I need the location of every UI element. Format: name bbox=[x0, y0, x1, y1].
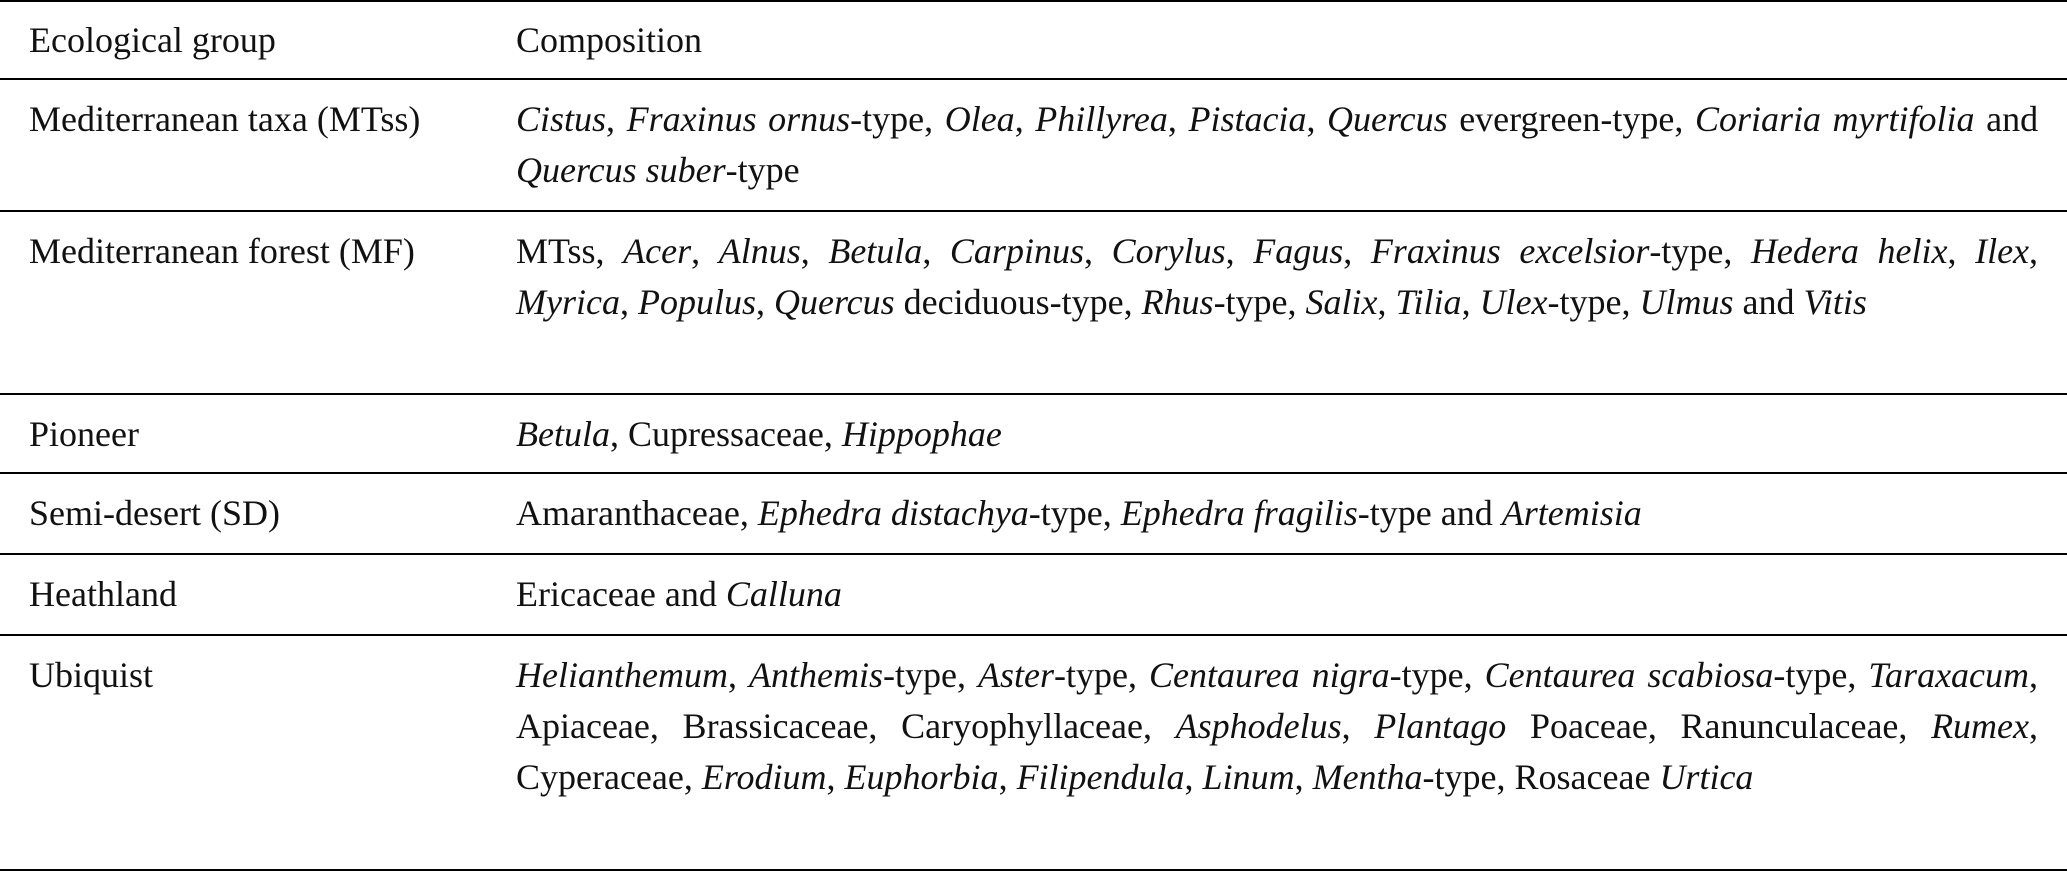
composition-text: , Apiaceae, Brassicaceae, Caryophyllaceae, bbox=[516, 655, 2039, 746]
composition-text: , bbox=[1294, 757, 1313, 797]
taxon-name: Ephedra fragilis bbox=[1120, 493, 1358, 533]
taxon-name: Filipendula bbox=[1016, 757, 1185, 797]
row-composition bbox=[516, 94, 2046, 210]
row-group-name: Mediterranean forest (MF) bbox=[29, 231, 415, 271]
composition-text: -type, bbox=[882, 655, 978, 695]
taxon-name: Hedera helix bbox=[1750, 231, 1948, 271]
composition-text: -type, bbox=[1028, 493, 1121, 533]
composition-text: -type, bbox=[1213, 282, 1306, 322]
composition-text: , bbox=[755, 282, 774, 322]
taxon-name: Plantago bbox=[1374, 706, 1507, 746]
taxon-name: Ilex bbox=[1975, 231, 2030, 271]
taxon-name: Vitis bbox=[1803, 282, 1867, 322]
taxon-name: Euphorbia bbox=[844, 757, 999, 797]
composition-text: -type, bbox=[1389, 655, 1485, 695]
composition-text: , bbox=[1341, 706, 1375, 746]
composition-text: -type, bbox=[1773, 655, 1869, 695]
taxon-name: Alnus bbox=[718, 231, 801, 271]
taxon-name: Pistacia bbox=[1188, 99, 1307, 139]
taxon-name: Carpinus bbox=[949, 231, 1084, 271]
composition-text: MTss, bbox=[516, 231, 624, 271]
taxon-name: Helianthemum bbox=[516, 655, 728, 695]
table-row bbox=[0, 636, 2067, 869]
row-composition bbox=[516, 409, 2046, 472]
composition-text: , bbox=[1184, 757, 1203, 797]
composition-text: , bbox=[691, 231, 719, 271]
taxon-name: Hippophae bbox=[841, 414, 1002, 454]
composition-text: , bbox=[922, 231, 950, 271]
taxon-name: Quercus bbox=[773, 282, 895, 322]
row-composition bbox=[516, 488, 2046, 553]
composition-text: , bbox=[826, 757, 845, 797]
taxon-name: Fraxinus ornus bbox=[626, 99, 851, 139]
composition-text: , bbox=[1014, 99, 1036, 139]
composition-text: -type, bbox=[1053, 655, 1149, 695]
taxon-name: Linum bbox=[1202, 757, 1295, 797]
table-row bbox=[0, 212, 2067, 395]
taxon-name: Centaurea scabiosa bbox=[1484, 655, 1774, 695]
taxon-name: Quercus bbox=[1327, 99, 1448, 139]
composition-text: -type bbox=[725, 150, 800, 190]
table-row bbox=[0, 395, 2067, 474]
composition-text: deciduous-type, bbox=[894, 282, 1142, 322]
composition-text: , bbox=[1947, 231, 1976, 271]
taxon-name: Fraxinus excelsior bbox=[1370, 231, 1650, 271]
composition-text: , bbox=[619, 282, 638, 322]
taxon-name: Rhus bbox=[1141, 282, 1214, 322]
composition-text: , bbox=[2029, 231, 2039, 271]
taxon-name: Rumex bbox=[1931, 706, 2030, 746]
taxon-name: Taraxacum bbox=[1868, 655, 2030, 695]
taxon-name: Mentha bbox=[1312, 757, 1423, 797]
table-row bbox=[0, 474, 2067, 555]
row-composition bbox=[516, 650, 2046, 869]
composition-text: evergreen-type, bbox=[1447, 99, 1695, 139]
composition-text: -type, bbox=[850, 99, 945, 139]
taxon-name: Tilia bbox=[1395, 282, 1462, 322]
header-ecological-group: Ecological group bbox=[29, 19, 276, 60]
taxon-name: Populus bbox=[637, 282, 756, 322]
composition-text: , bbox=[1377, 282, 1396, 322]
taxon-name: Quercus suber bbox=[516, 150, 726, 190]
taxon-name: Aster bbox=[977, 655, 1054, 695]
taxon-name: Ulmus bbox=[1639, 282, 1734, 322]
taxon-name: Anthemis bbox=[749, 655, 883, 695]
composition-text: , bbox=[1083, 231, 1112, 271]
composition-text: , bbox=[1167, 99, 1189, 139]
taxon-name: Artemisia bbox=[1501, 493, 1642, 533]
taxon-name: Betula bbox=[516, 414, 610, 454]
taxon-name: Asphodelus bbox=[1175, 706, 1342, 746]
row-group-name: Mediterranean taxa (MTss) bbox=[29, 99, 421, 139]
row-composition bbox=[516, 226, 2046, 393]
row-group-name: Pioneer bbox=[29, 414, 139, 454]
taxon-name: Corylus bbox=[1111, 231, 1226, 271]
composition-text: -type, Rosaceae bbox=[1422, 757, 1660, 797]
taxon-name: Erodium bbox=[701, 757, 827, 797]
taxon-name: Coriaria myrtifolia bbox=[1694, 99, 1975, 139]
taxon-name: Myrica bbox=[516, 282, 620, 322]
composition-text: , bbox=[1306, 99, 1327, 139]
composition-text: Poaceae, Ranunculaceae, bbox=[1506, 706, 1932, 746]
taxon-name: Calluna bbox=[725, 574, 842, 614]
composition-text: , bbox=[1461, 282, 1480, 322]
composition-text: Ericaceae and bbox=[516, 574, 726, 614]
composition-text: , bbox=[606, 99, 627, 139]
taxon-name: Fagus bbox=[1253, 231, 1344, 271]
composition-text: , Cupressaceae, bbox=[609, 414, 842, 454]
taxon-name: Acer bbox=[623, 231, 692, 271]
composition-text: , bbox=[998, 757, 1017, 797]
header-composition: Composition bbox=[516, 19, 703, 60]
composition-text: , bbox=[800, 231, 829, 271]
taxon-name: Centaurea nigra bbox=[1148, 655, 1390, 695]
taxon-name: Ephedra distachya bbox=[757, 493, 1029, 533]
composition-text: , bbox=[727, 655, 749, 695]
row-composition bbox=[516, 569, 2046, 634]
composition-text: and bbox=[1974, 99, 2039, 139]
taxon-name: Betula bbox=[828, 231, 923, 271]
composition-text: Amaranthaceae, bbox=[516, 493, 758, 533]
row-group-name: Semi-desert (SD) bbox=[29, 493, 280, 533]
taxon-name: Salix bbox=[1305, 282, 1378, 322]
taxon-name: Olea bbox=[944, 99, 1015, 139]
taxon-name: Cistus bbox=[516, 99, 607, 139]
composition-text: -type, bbox=[1649, 231, 1751, 271]
taxon-name: Urtica bbox=[1659, 757, 1754, 797]
table-header-row bbox=[0, 2, 2067, 80]
row-group-name: Ubiquist bbox=[29, 655, 154, 695]
composition-text: -type, bbox=[1547, 282, 1640, 322]
composition-text: , Cyperaceae, bbox=[516, 706, 2039, 797]
composition-text: and bbox=[1733, 282, 1804, 322]
taxon-name: Phillyrea bbox=[1035, 99, 1168, 139]
composition-text: -type and bbox=[1357, 493, 1502, 533]
composition-text: , bbox=[1225, 231, 1254, 271]
table-row bbox=[0, 555, 2067, 636]
table-row bbox=[0, 80, 2067, 212]
composition-text: , bbox=[1343, 231, 1371, 271]
taxon-name: Ulex bbox=[1479, 282, 1548, 322]
row-group-name: Heathland bbox=[29, 574, 177, 614]
